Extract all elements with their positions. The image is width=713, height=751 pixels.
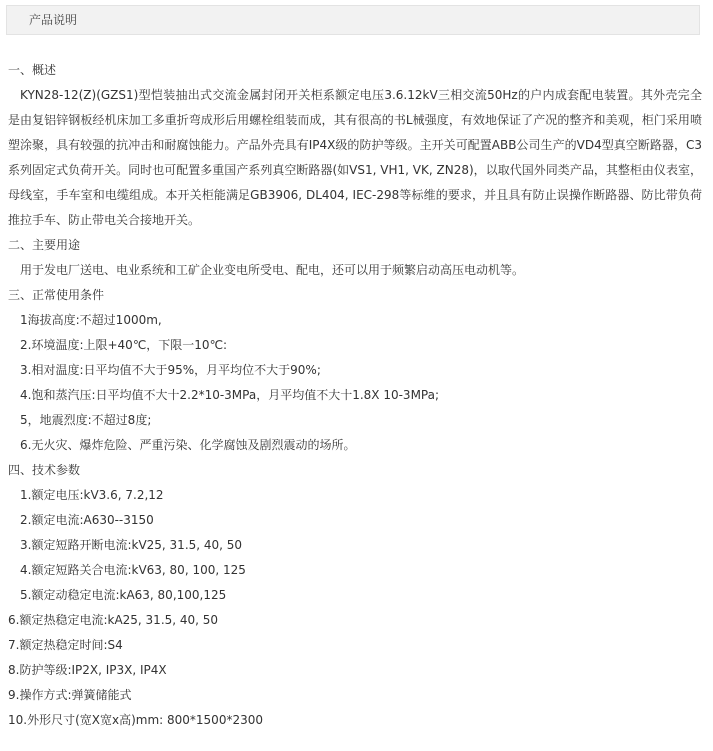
section-heading-conditions: 三、正常使用条件 bbox=[8, 288, 105, 302]
param-item: 7.额定热稳定时间:S4 bbox=[8, 638, 123, 652]
section-heading-usage: 二、主要用途 bbox=[8, 238, 81, 252]
condition-item: 6.无火灾、爆炸危险、严重污染、化学腐蚀及剧烈震动的场所。 bbox=[20, 438, 356, 452]
overview-paragraph: KYN28-12(Z)(GZS1)型恺装抽出式交流金属封闭开关柜系额定电压3.6.12kV三相交流50Hz的户内成套配电装置。其外壳完全是由复铝锌钢板经机床加工多重折弯成形后用螺栓组装而成，其有很高的书L械强度，有效地保证了产况的整齐和美观，柜门采用喷塑涂聚，具有较强的抗冲击和耐腐蚀能力。产品外壳具有IP4X级的防护等级。主开关可配置ABB公司生产的VD4型真空断路器，C3系列固定式负荷开关。同时也可配置多重国产系列真空断路器(如VS1, VH1, VK, ZN28)，以取代国外同类产品，其整柜由仪表室，母线室，手车室和电缆组成。本开关柜能满足GB3906, DL404, IEC-298等标维的要求，并且具有防止误操作断路器、防比带负荷推拉手车、防止带电关合接地开关。 bbox=[8, 88, 702, 227]
condition-item: 4.饱和蒸汽压:日平均值不大十2.2*10-3MPa，月平均值不大十1.8X 10-3MPa; bbox=[20, 388, 440, 402]
param-item: 8.防护等级:IP2X, IP3X, IP4X bbox=[8, 663, 167, 677]
param-item: 10.外形尺寸(宽X宽x高)mm: 800*1500*2300 bbox=[8, 713, 263, 727]
param-item: 4.额定短路关合电流:kV63, 80, 100, 125 bbox=[20, 563, 246, 577]
section-heading-params: 四、技术参数 bbox=[8, 463, 81, 477]
param-item: 2.额定电流:A630--3150 bbox=[20, 513, 154, 527]
condition-item: 2.环境温度:上限+40℃，下限一10℃: bbox=[20, 338, 228, 352]
condition-item: 5，地震烈度:不超过8度; bbox=[20, 413, 152, 427]
product-description-content bbox=[8, 58, 702, 733]
param-item: 6.额定热稳定电流:kA25, 31.5, 40, 50 bbox=[8, 613, 219, 627]
param-item: 3.额定短路开断电流:kV25, 31.5, 40, 50 bbox=[20, 538, 243, 552]
param-item: 5.额定动稳定电流:kA63, 80,100,125 bbox=[20, 588, 227, 602]
param-item: 1.额定电压:kV3.6, 7.2,12 bbox=[20, 488, 164, 502]
product-tab-bar bbox=[6, 5, 700, 35]
usage-paragraph: 用于发电厂送电、电业系统和工矿企业变电所受电、配电，还可以用于频繁启动高压电动机等。 bbox=[20, 263, 525, 277]
section-heading-overview: 一、概述 bbox=[8, 63, 57, 77]
condition-item: 3.相对温度:日平均值不大于95%，月平均位不大于90%; bbox=[20, 363, 321, 377]
condition-item: 1海拔高度:不超过1000m, bbox=[20, 313, 162, 327]
tab-product-description[interactable]: 产品说明 bbox=[29, 13, 78, 27]
param-item: 9.操作方式:弹簧储能式 bbox=[8, 688, 132, 702]
